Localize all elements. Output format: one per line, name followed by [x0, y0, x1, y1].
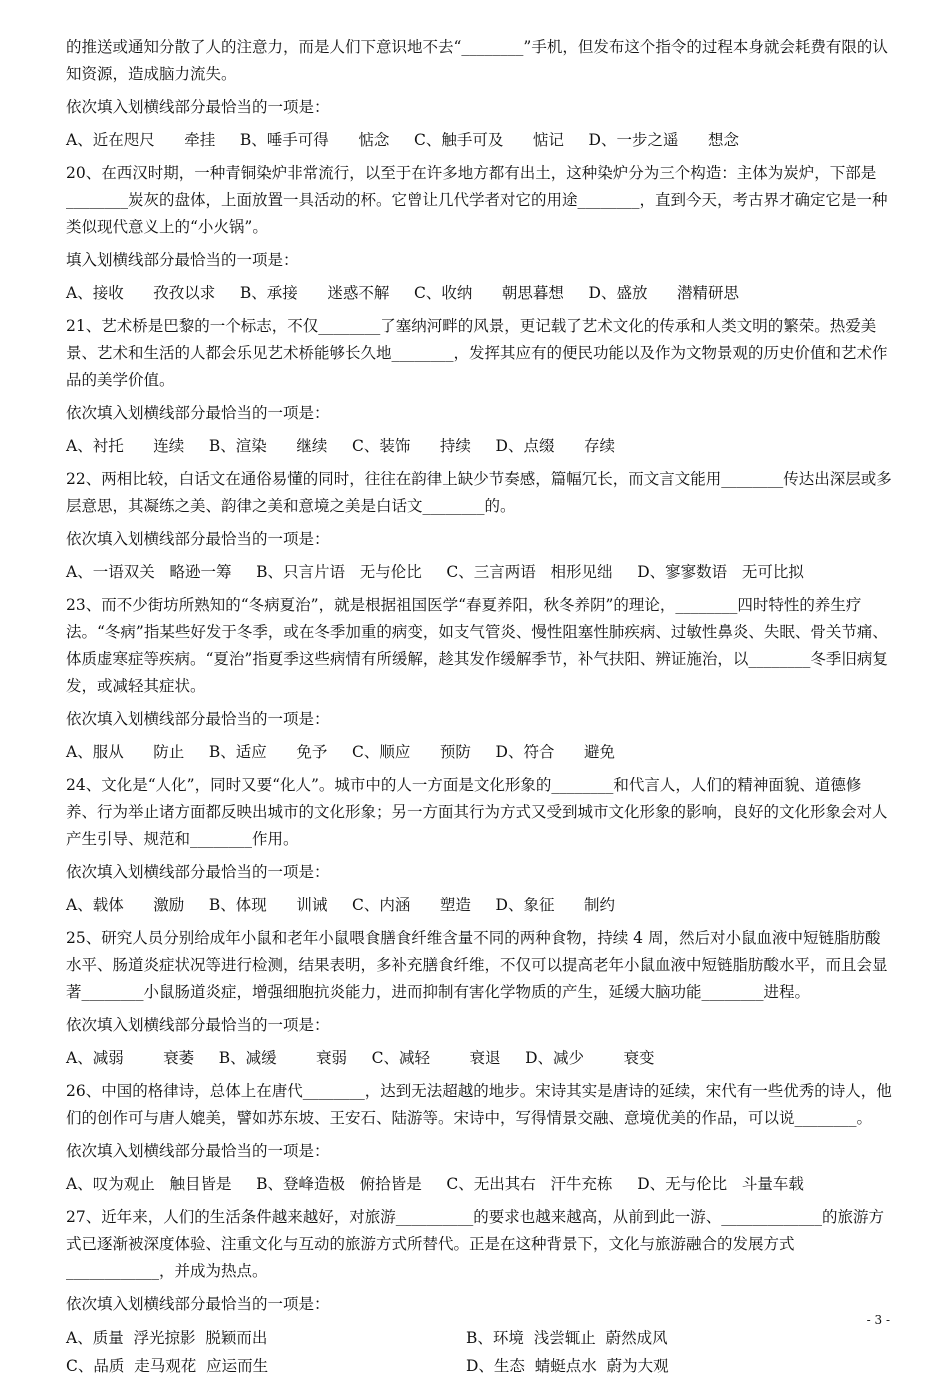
question-23-text: 23、而不少街坊所熟知的“冬病夏治”，就是根据祖国医学“春夏养阳，秋冬养阴”的理论，________四时特性的养生疗法。“冬病”指某些好发于冬季，或在冬季加重的病变，如支气管炎、慢性阻塞性肺疾病、过敏性鼻炎、失眠、骨关节痛、体质虚寒症等疾病。“夏治”指夏季这些病情有所缓解，趁其发作缓解季节，补气扶阳、辨证施治，以________冬季旧病复发，或减轻其症状。 — [66, 596, 888, 695]
question-21-prompt: 依次填入划横线部分最恰当的一项是： — [66, 404, 330, 422]
question-22-prompt: 依次填入划横线部分最恰当的一项是： — [66, 530, 330, 548]
question-27-prompt: 依次填入划横线部分最恰当的一项是： — [66, 1295, 330, 1313]
question-22-options: A、一语双关 略逊一筹 B、只言片语 无与伦比 C、三言两语 相形见绌 D、寥寥数语 无可比拟 — [66, 563, 804, 581]
question-23-options: A、服从 防止 B、适应 免予 C、顺应 预防 D、符合 避免 — [66, 743, 616, 761]
question-25-text: 25、研究人员分别给成年小鼠和老年小鼠喂食膳食纤维含量不同的两种食物，持续 4 周，然后对小鼠血液中短链脂肪酸水平、肠道炎症状况等进行检测，结果表明，多补充膳食纤维，不仅可以提高老年小鼠血液中短链脂肪酸水平，而且会显著________小鼠肠道炎症，增强细胞抗炎能力，进而抑制有害化学物质的产生，延缓大脑功能________进程。 — [66, 929, 888, 1001]
question-24-prompt: 依次填入划横线部分最恰当的一项是： — [66, 863, 330, 881]
question-21-text: 21、艺术桥是巴黎的一个标志，不仅________了塞纳河畔的风景，更记载了艺术文化的传承和人类文明的繁荣。热爱美景、艺术和生活的人都会乐见艺术桥能够长久地________，发挥其应有的便民功能以及作为文物景观的历史价值和艺术作品的美学价值。 — [66, 317, 888, 389]
question-27-option-b: B、环境 浅尝辄止 蔚然成风 — [466, 1329, 668, 1347]
question-20-options: A、接收 孜孜以求 B、承接 迷惑不解 C、收纳 朝思暮想 D、盛放 潜精研思 — [66, 284, 740, 302]
question-24-options: A、载体 激励 B、体现 训诫 C、内涵 塑造 D、象征 制约 — [66, 896, 616, 914]
intro-text: 的推送或通知分散了人的注意力，而是人们下意识地不去“________”手机，但发布这个指令的过程本身就会耗费有限的认知资源，造成脑力流失。 — [66, 38, 888, 83]
question-27-options — [66, 1324, 892, 1380]
question-23-prompt: 依次填入划横线部分最恰当的一项是： — [66, 710, 330, 728]
intro-options: A、近在咫尺 牵挂 B、唾手可得 惦念 C、触手可及 惦记 D、一步之遥 想念 — [66, 131, 740, 149]
question-24-text: 24、文化是“人化”，同时又要“化人”。城市中的人一方面是文化形象的________和代言人，人们的精神面貌、道德修养、行为举止诸方面都反映出城市的文化形象；另一方面其行为方式又受到城市文化形象的影响，良好的文化形象会对人产生引导、规范和________作用。 — [66, 776, 888, 848]
question-26-options: A、叹为观止 触目皆是 B、登峰造极 俯拾皆是 C、无出其右 汗牛充栋 D、无与伦比 斗量车载 — [66, 1175, 804, 1193]
question-26-text: 26、中国的格律诗，总体上在唐代________，达到无法超越的地步。宋诗其实是唐诗的延续，宋代有一些优秀的诗人，他们的创作可与唐人媲美，譬如苏东坡、王安石、陆游等。宋诗中，写得情景交融、意境优美的作品，可以说________。 — [66, 1082, 892, 1127]
question-25-prompt: 依次填入划横线部分最恰当的一项是： — [66, 1016, 330, 1034]
page-number: - 3 - — [866, 1313, 890, 1327]
question-20-text: 20、在西汉时期，一种青铜染炉非常流行，以至于在许多地方都有出土，这种染炉分为三个构造：主体为炭炉，下部是________炭灰的盘体，上面放置一具活动的杯。它曾让几代学者对它的用途________，直到今天，考古界才确定它是一种类似现代意义上的“小火锅”。 — [66, 164, 888, 236]
question-27-option-c: C、品质 走马观花 应运而生 — [66, 1357, 269, 1375]
question-25-options: A、减弱 衰萎 B、减缓 衰弱 C、减轻 衰退 D、减少 衰变 — [66, 1049, 655, 1067]
question-27-text: 27、近年来，人们的生活条件越来越好，对旅游__________的要求也越来越高，从前到此一游、_____________的旅游方式已逐渐被深度体验、注重文化与互动的旅游方式所替代。正是在这种背景下，文化与旅游融合的发展方式____________，并成为热点。 — [66, 1208, 884, 1280]
document-page — [66, 34, 892, 1380]
intro-prompt: 依次填入划横线部分最恰当的一项是： — [66, 98, 330, 116]
question-26-prompt: 依次填入划横线部分最恰当的一项是： — [66, 1142, 330, 1160]
question-20-prompt: 填入划横线部分最恰当的一项是： — [66, 251, 299, 269]
question-21-options: A、衬托 连续 B、渲染 继续 C、装饰 持续 D、点缀 存续 — [66, 437, 616, 455]
question-27-option-a: A、质量 浮光掠影 脱颖而出 — [66, 1329, 268, 1347]
question-27-option-d: D、生态 蜻蜓点水 蔚为大观 — [466, 1357, 669, 1375]
question-22-text: 22、两相比较，白话文在通俗易懂的同时，往往在韵律上缺少节奏感，篇幅冗长，而文言文能用________传达出深层或多层意思，其凝练之美、韵律之美和意境之美是白话文________的。 — [66, 470, 892, 515]
